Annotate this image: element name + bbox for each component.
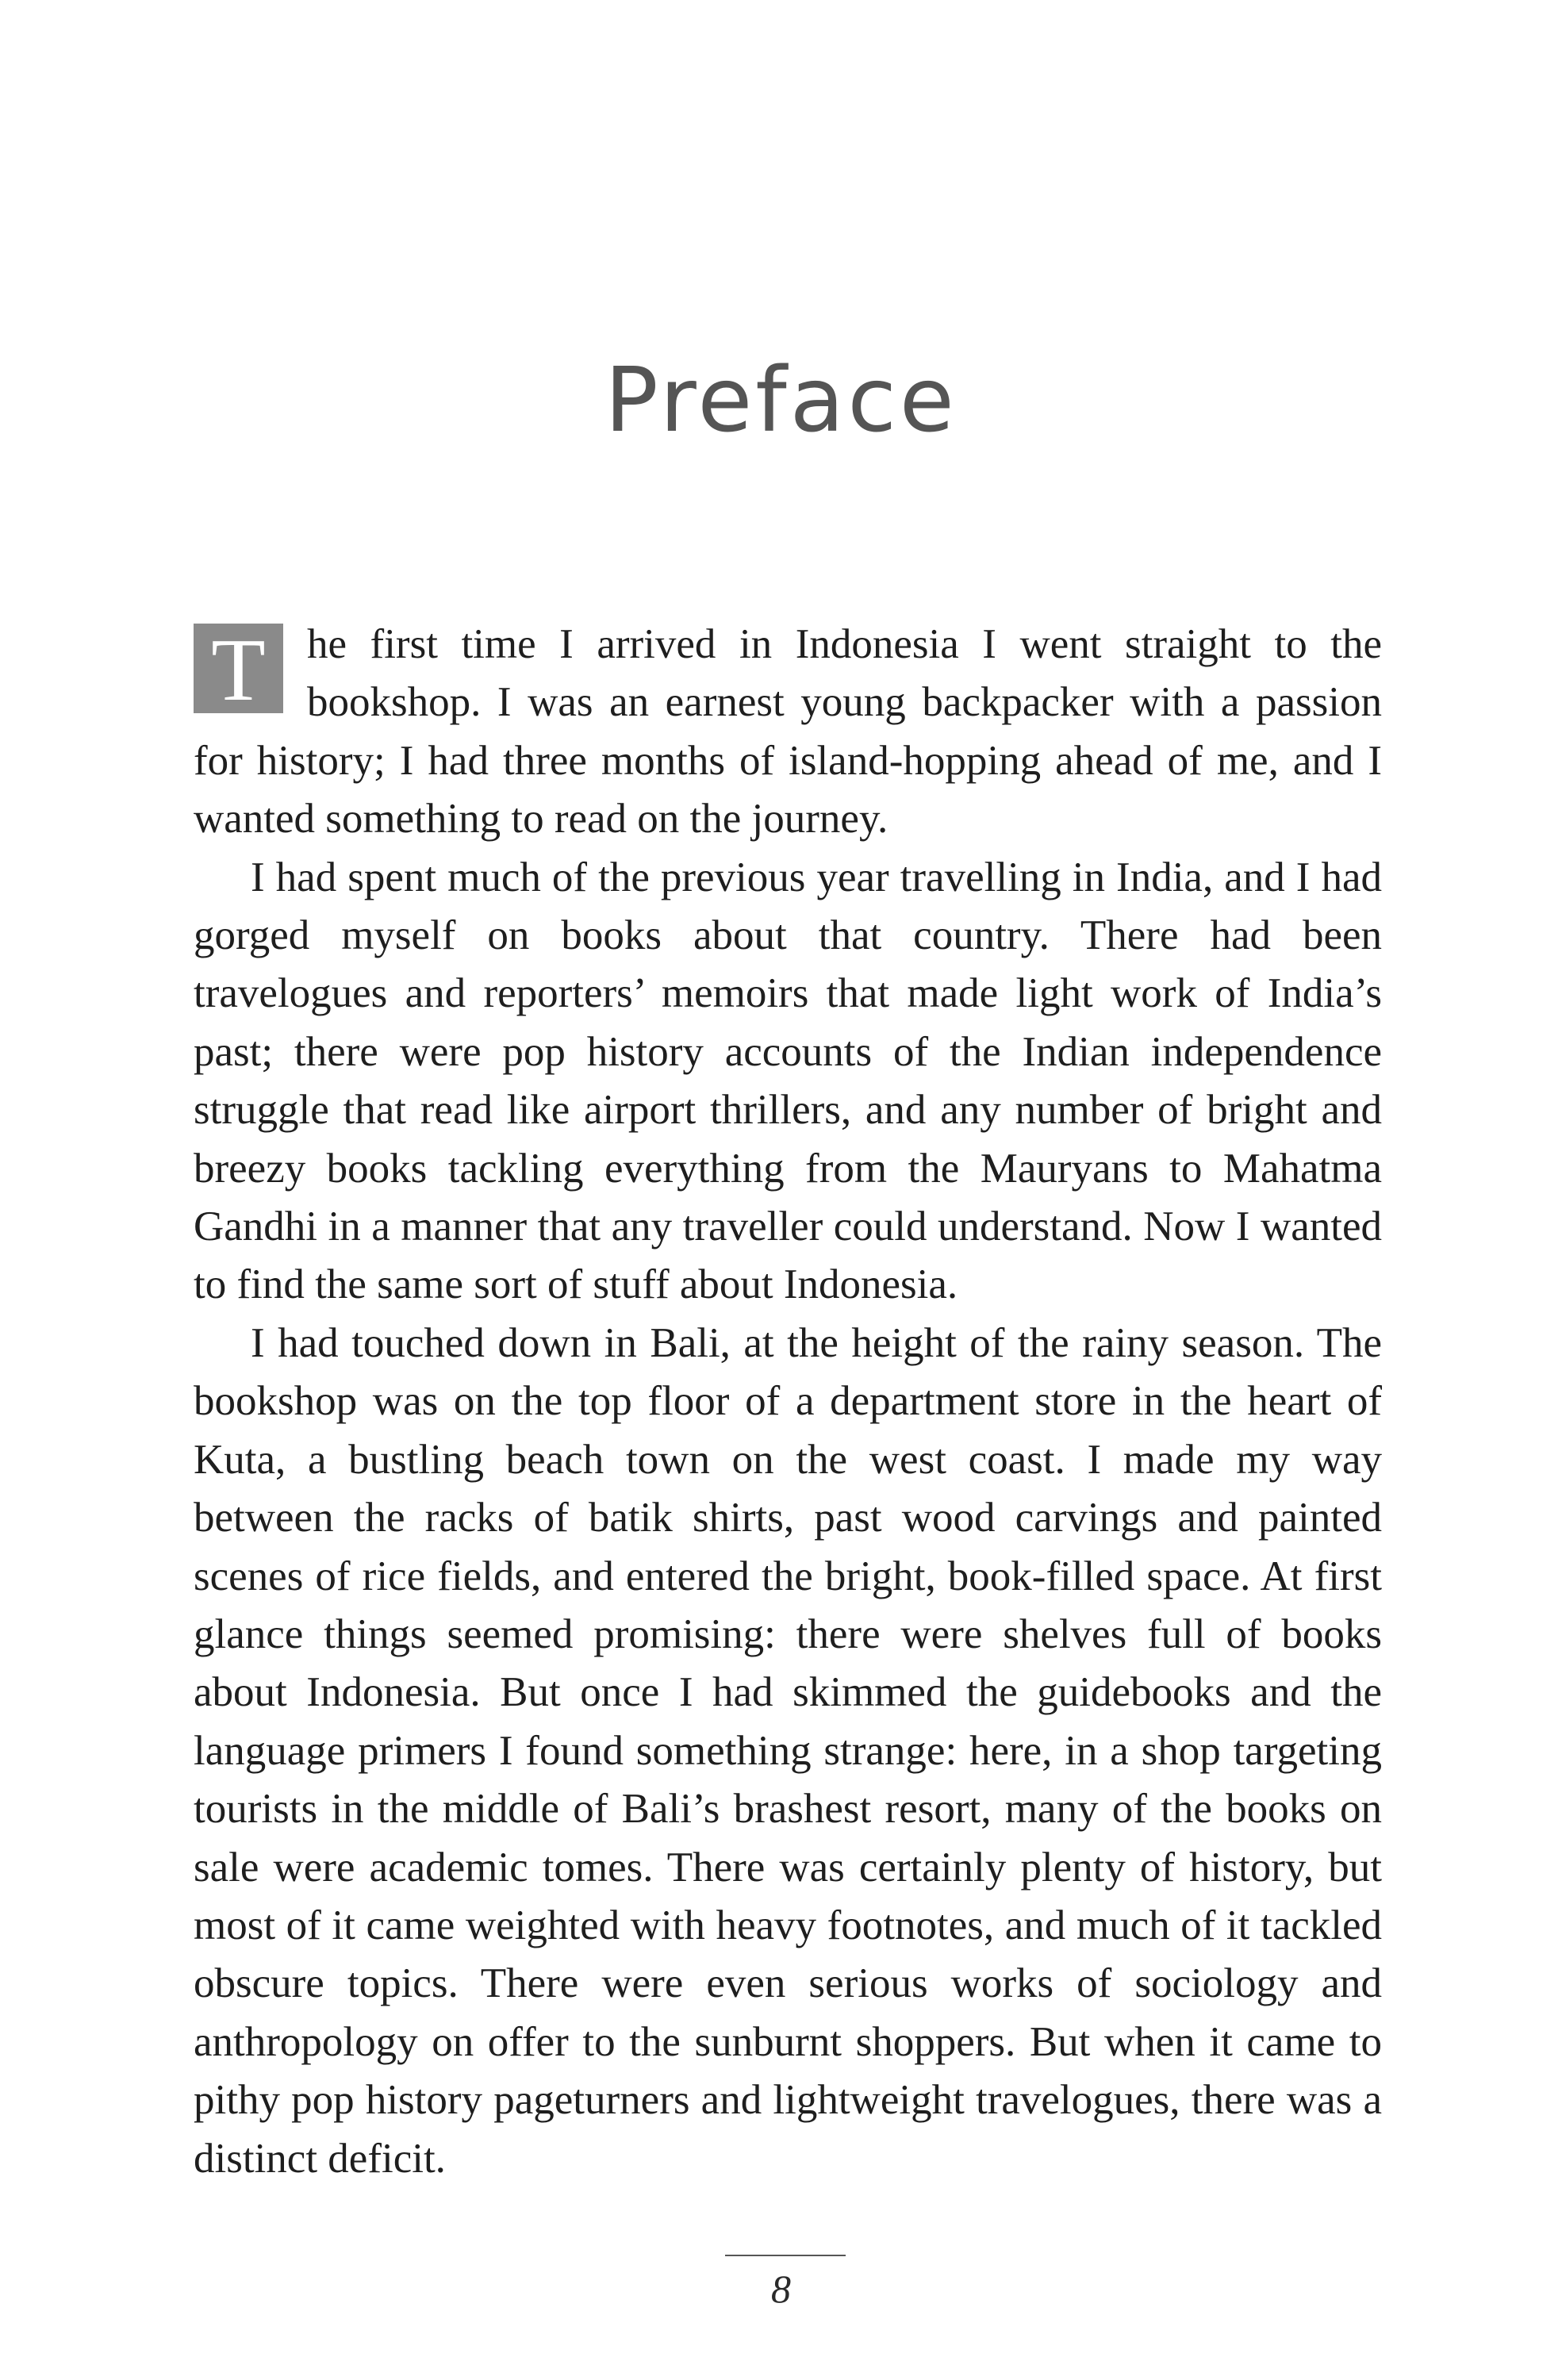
folio-rule	[725, 2255, 846, 2256]
page-number: 8	[771, 2267, 791, 2311]
chapter-title: Preface	[604, 349, 958, 452]
paragraph	[194, 616, 1382, 849]
drop-cap: T	[194, 624, 283, 713]
body-text	[194, 616, 1382, 2188]
paragraph: I had touched down in Bali, at the height of the rainy season. The bookshop was on the top floor of a department store in the heart of Kuta, a bustling beach town on the west coast. I made my way between the racks of batik shirts, past wood carvings and painted scenes of rice fields, and entered the bright, book-filled space. At first glance things seemed promising: there were shelves full of books about Indonesia. But once I had skimmed the guidebooks and the language primers I found something strange: here, in a shop targeting tourists in the middle of Bali’s brashest resort, many of the books on sale were academic tomes. There was certainly plenty of history, but most of it came weighted with heavy footnotes, and much of it tackled obscure topics. There were even serious works of sociology and anthropology on offer to the sunburnt shoppers. But when it came to pithy pop history pageturners and lightweight travelogues, there was a distinct deficit.	[194, 1319, 1382, 2182]
paragraph: I had spent much of the previous year travelling in India, and I had gorged myself on books about that country. There had been travelogues and reporters’ memoirs that made light work of India’s past; there were pop history accounts of the Indian independence struggle that read like airport thrillers, and any number of bright and breezy books tackling everything from the Mauryans to Mahatma Gandhi in a manner that any traveller could understand. Now I wanted to find the same sort of stuff about Indonesia.	[194, 854, 1382, 1308]
paragraph-text: he first time I arrived in Indonesia I went straight to the bookshop. I was an earnest young backpacker with a passion for history; I had three months of island-hopping ahead of me, and I wanted something to read on the journey.	[194, 621, 1382, 843]
